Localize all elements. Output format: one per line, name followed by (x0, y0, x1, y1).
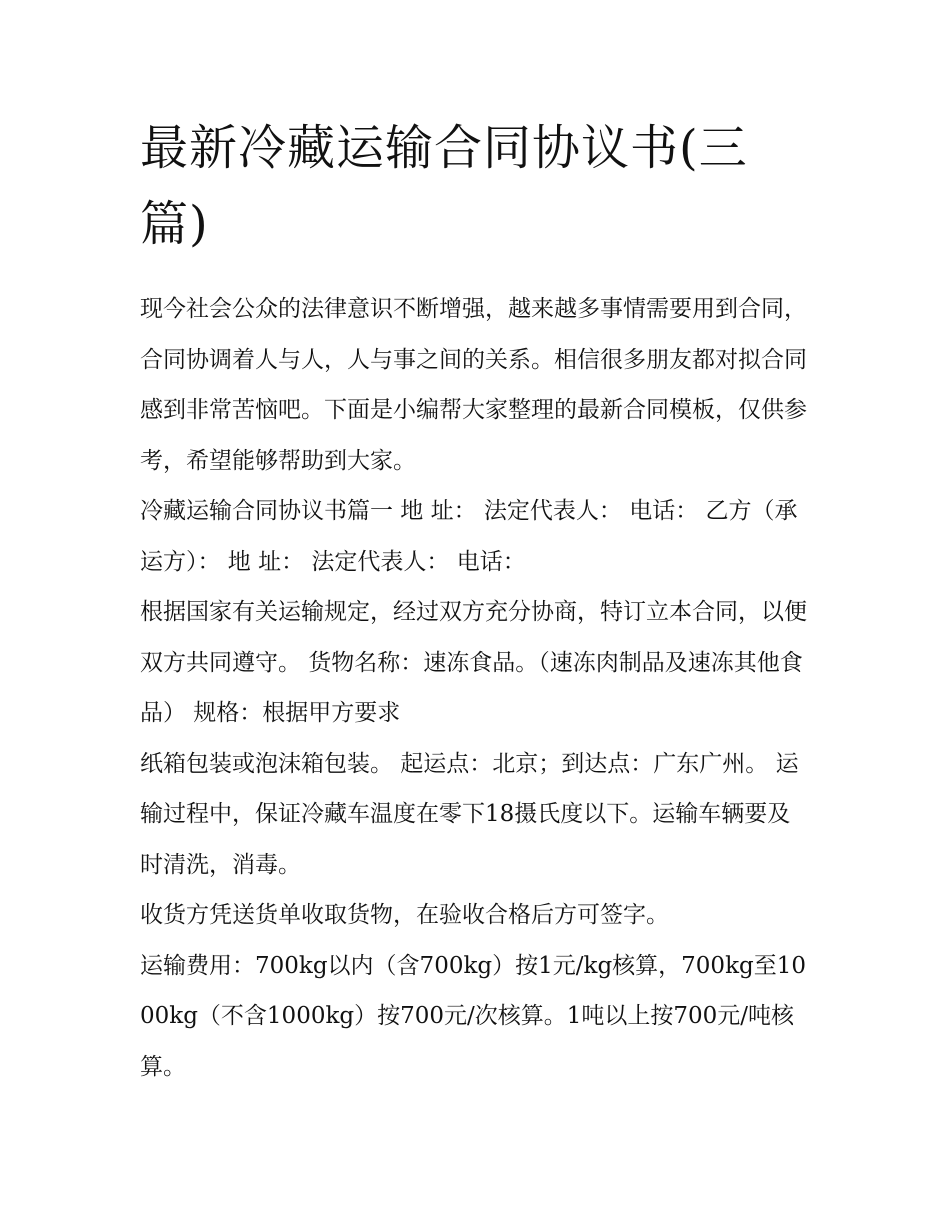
agreement-paragraph: 根据国家有关运输规定，经过双方充分协商，特订立本合同，以便双方共同遵守。 货物名称：速冻食品。（速冻肉制品及速冻其他食品） 规格：根据甲方要求 (140, 599, 807, 726)
packaging-paragraph: 纸箱包装或泡沫箱包装。 起运点：北京；到达点：广东广州。 运输过程中，保证冷藏车温度在零下18摄氏度以下。运输车辆要及时清洗，消毒。 (140, 750, 799, 878)
document-title: 最新冷藏运输合同协议书(三篇) (140, 120, 748, 252)
parties-paragraph: 冷藏运输合同协议书篇一 地 址： 法定代表人： 电话： 乙方（承运方）： 地 址： 法定代表人： 电话： (140, 498, 798, 575)
fee-paragraph: 运输费用：700kg以内（含700kg）按1元/kg核算，700kg至1000kg（不含1000kg）按700元/次核算。1吨以上按700元/吨核算。 (140, 952, 806, 1080)
document-body (140, 110, 812, 1092)
receipt-paragraph: 收货方凭送货单收取货物，在验收合格后方可签字。 (140, 902, 669, 928)
intro-paragraph: 现今社会公众的法律意识不断增强，越来越多事情需要用到合同，合同协调着人与人，人与事之间的关系。相信很多朋友都对拟合同感到非常苦恼吧。下面是小编帮大家整理的最新合同模板，仅供参考，希望能够帮助到大家。 (140, 296, 807, 474)
